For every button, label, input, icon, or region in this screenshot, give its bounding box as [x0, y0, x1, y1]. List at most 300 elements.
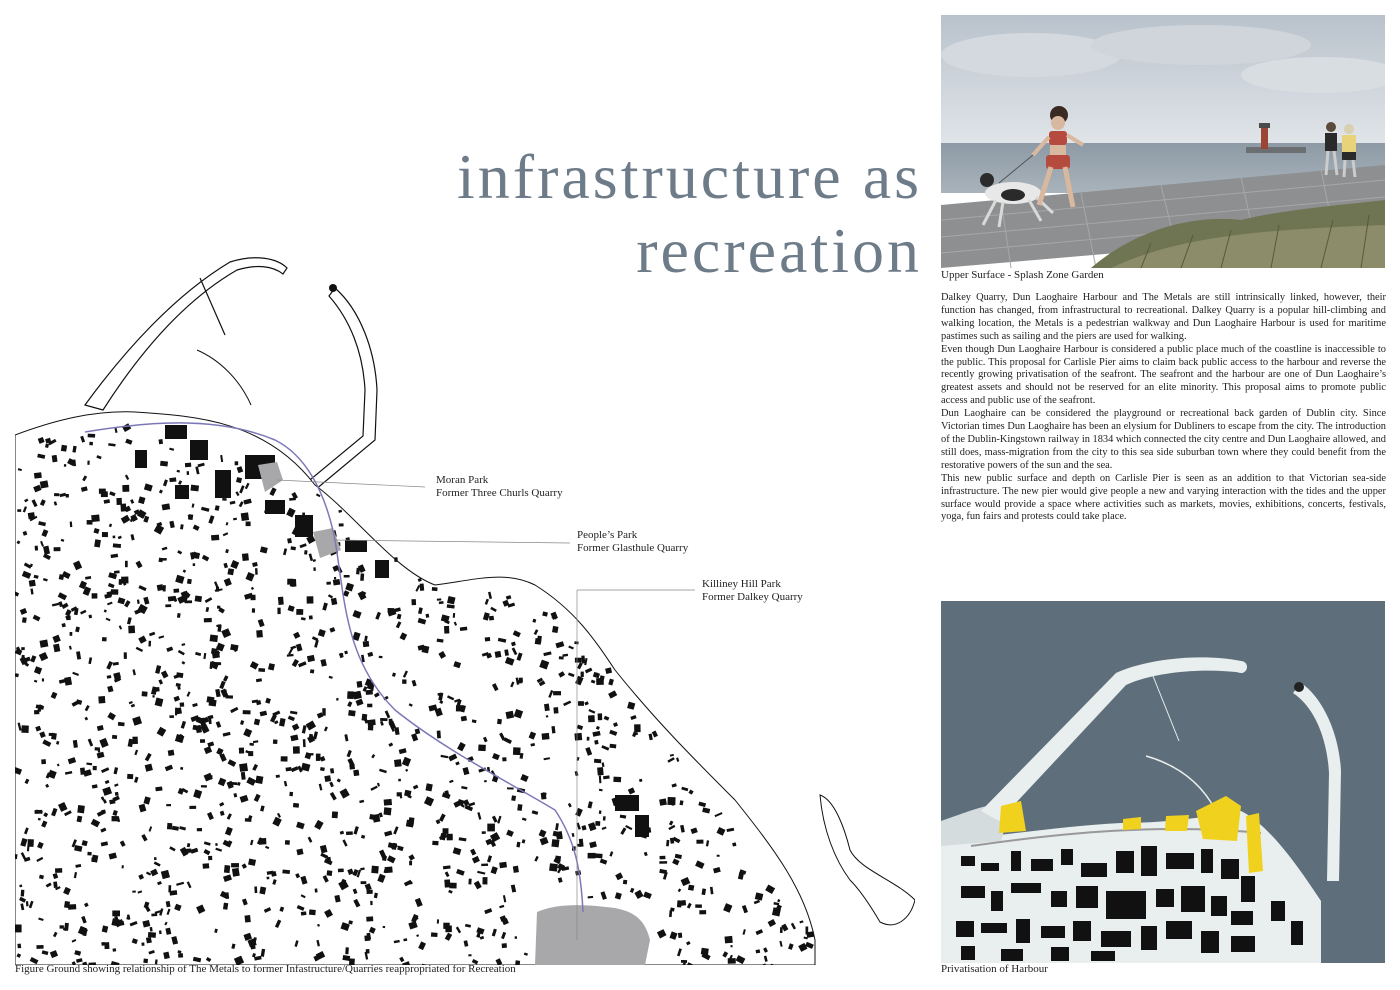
building-footprint [344, 575, 350, 578]
building-footprint [42, 678, 44, 681]
building-footprint [211, 535, 219, 541]
building-footprint [87, 461, 89, 465]
building-footprint [21, 647, 25, 650]
building-footprint [167, 823, 172, 830]
building-footprint [360, 573, 364, 581]
building-footprint [22, 617, 27, 623]
building-footprint [93, 766, 97, 770]
building-footprint [485, 637, 491, 642]
building-footprint [495, 651, 502, 658]
body-text [941, 292, 1386, 524]
building-footprint [544, 704, 550, 712]
building-footprint [553, 691, 561, 695]
building-footprint [193, 563, 195, 566]
building-footprint [148, 641, 151, 647]
building-footprint [599, 810, 602, 814]
building-footprint [303, 739, 306, 747]
building-footprint [385, 866, 393, 873]
building-footprint [389, 719, 393, 725]
building-footprint [232, 868, 240, 877]
building-footprint [95, 747, 101, 751]
building-footprint [217, 606, 220, 609]
building-footprint [289, 792, 293, 796]
building-footprint [135, 450, 147, 468]
building-footprint [327, 870, 333, 876]
building-footprint [98, 750, 100, 752]
building-footprint [187, 579, 192, 584]
building-footprint [252, 608, 255, 612]
building-footprint [478, 745, 486, 752]
building-footprint [188, 514, 193, 520]
building-footprint [165, 604, 171, 607]
building-footprint [91, 858, 95, 862]
building-footprint [166, 804, 171, 806]
building-footprint [231, 863, 239, 867]
building-footprint [594, 740, 598, 745]
building-footprint [587, 737, 590, 741]
building-footprint [35, 546, 39, 551]
building-footprint [104, 942, 109, 949]
building-footprint [363, 641, 370, 647]
building-footprint [555, 856, 561, 863]
dalkey-island [820, 795, 915, 925]
building-footprint [717, 855, 720, 857]
building-footprint [152, 695, 154, 698]
building-footprint [169, 715, 174, 718]
building-footprint [307, 596, 314, 603]
building-footprint [309, 909, 316, 915]
building-footprint [513, 747, 521, 755]
building-footprint [443, 828, 449, 834]
building-footprint [574, 641, 578, 644]
building-footprint [609, 744, 616, 749]
building-footprint [195, 596, 202, 603]
building-footprint [245, 915, 251, 923]
building-footprint [728, 958, 736, 964]
building-footprint [506, 711, 515, 719]
building-footprint [672, 803, 674, 806]
building-footprint [659, 798, 667, 805]
building-footprint [384, 799, 392, 806]
building-footprint [276, 775, 280, 778]
building-footprint [265, 500, 285, 514]
building-footprint [346, 831, 353, 835]
building-footprint [444, 626, 449, 634]
building-footprint [507, 787, 514, 789]
building-footprint [102, 637, 107, 641]
building-footprint [21, 725, 29, 733]
building-footprint [200, 739, 205, 743]
building-footprint [678, 933, 682, 938]
building-footprint [112, 816, 119, 821]
building-footprint [120, 504, 126, 512]
building-footprint [243, 710, 251, 714]
building-footprint [437, 919, 439, 923]
harbour-caption: Privatisation of Harbour [941, 963, 1048, 975]
building-footprint [603, 816, 606, 820]
building-footprint [15, 925, 22, 933]
building-footprint [660, 856, 666, 860]
building-footprint [154, 857, 157, 860]
building-footprint [688, 885, 694, 891]
building-footprint [361, 881, 367, 884]
building-footprint [285, 840, 290, 845]
building-footprint [248, 751, 253, 756]
building-footprint [597, 767, 604, 775]
building-footprint [551, 839, 559, 847]
building-footprint [588, 853, 596, 859]
building-footprint [255, 568, 258, 575]
building-footprint [357, 681, 363, 688]
building-footprint [409, 861, 412, 866]
building-footprint [77, 805, 85, 813]
building-footprint [225, 695, 233, 698]
building-footprint [304, 550, 307, 555]
building-footprint [61, 445, 67, 452]
building-footprint [384, 807, 392, 815]
body-paragraph: This new public surface and depth on Carlisle Pier is seen as an addition to that Victorian sea-side infrastructure. The new pier would give people a new and varying interaction with the tides and the upper surface would provide a space where activities such as markets, movies, exhibitions, concerts, festivals, yoga, fun fairs and protests could take place. [941, 472, 1386, 523]
building-footprint [293, 746, 300, 753]
annotation-peoples-park [577, 529, 688, 554]
splash-zone-photo [941, 15, 1385, 268]
building-footprint [241, 512, 249, 521]
building-footprint [394, 759, 402, 767]
building-footprint [484, 780, 487, 782]
building-footprint [482, 877, 487, 884]
building-footprint [595, 853, 603, 858]
building-footprint [159, 558, 163, 563]
building-footprint [502, 757, 506, 761]
building-footprint [695, 904, 702, 908]
building-footprint [246, 522, 251, 527]
annotation-name: Moran Park [436, 474, 489, 486]
building-footprint [88, 434, 96, 438]
building-footprint [64, 464, 66, 467]
building-footprint [293, 803, 299, 808]
building-footprint [190, 485, 199, 492]
building-footprint [623, 880, 627, 885]
building-footprint [310, 669, 314, 673]
building-footprint [256, 630, 263, 638]
building-footprint [227, 568, 234, 575]
building-footprint [732, 842, 736, 846]
building-footprint [27, 839, 33, 847]
building-footprint [223, 903, 228, 910]
building-footprint [375, 560, 389, 578]
building-footprint [383, 926, 386, 928]
building-footprint [497, 719, 502, 725]
building-footprint [206, 696, 214, 703]
building-footprint [313, 567, 316, 571]
building-footprint [366, 916, 373, 921]
building-footprint [333, 579, 340, 586]
building-footprint [127, 774, 133, 779]
building-footprint [128, 626, 135, 634]
title-line-2: recreation [636, 215, 922, 286]
building-footprint [64, 677, 72, 686]
building-footprint [379, 656, 383, 658]
building-footprint [447, 834, 453, 841]
building-footprint [64, 901, 70, 908]
building-footprint [66, 616, 70, 621]
building-footprint [40, 480, 49, 488]
building-footprint [215, 470, 231, 498]
building-footprint [122, 865, 124, 868]
building-footprint [489, 616, 494, 621]
building-footprint [371, 866, 379, 874]
building-footprint [367, 704, 372, 708]
building-footprint [513, 866, 519, 873]
building-footprint [92, 593, 98, 598]
building-footprint [121, 576, 128, 583]
building-footprint [278, 597, 284, 605]
building-footprint [159, 930, 162, 934]
building-footprint [594, 759, 601, 764]
building-footprint [55, 868, 62, 873]
building-footprint [112, 911, 120, 917]
building-footprint [426, 614, 430, 618]
building-footprint [326, 582, 331, 585]
building-footprint [124, 652, 127, 659]
building-footprint [301, 911, 307, 915]
building-footprint [235, 461, 239, 465]
building-footprint [806, 927, 809, 935]
building-footprint [94, 539, 101, 547]
building-footprint [209, 718, 212, 724]
building-footprint [482, 831, 486, 834]
building-footprint [596, 678, 604, 685]
building-footprint [553, 707, 558, 714]
building-footprint [635, 815, 649, 837]
building-footprint [87, 520, 93, 525]
building-footprint [204, 618, 212, 622]
building-footprint [60, 925, 64, 928]
building-footprint [249, 743, 254, 746]
building-footprint [353, 770, 359, 776]
building-footprint [178, 953, 183, 958]
building-footprint [113, 535, 116, 538]
building-footprint [437, 598, 442, 600]
building-footprint [281, 756, 288, 761]
building-footprint [449, 883, 456, 889]
building-footprint [515, 936, 517, 939]
building-footprint [142, 691, 148, 696]
building-footprint [780, 927, 783, 933]
building-footprint [160, 461, 168, 467]
building-footprint [453, 613, 456, 618]
building-footprint [141, 942, 144, 945]
building-footprint [322, 708, 325, 716]
building-footprint [254, 886, 257, 893]
building-footprint [115, 792, 119, 796]
building-footprint [273, 739, 278, 744]
building-footprint [549, 863, 558, 871]
building-footprint [53, 881, 57, 888]
building-footprint [151, 913, 157, 916]
building-footprint [169, 890, 177, 895]
building-footprint [345, 947, 349, 954]
building-footprint [345, 540, 367, 552]
building-footprint [255, 776, 263, 784]
building-footprint [511, 795, 516, 801]
building-footprint [168, 750, 175, 756]
building-footprint [113, 948, 117, 952]
building-footprint [49, 733, 52, 736]
building-footprint [432, 841, 438, 846]
building-footprint [89, 442, 93, 446]
building-footprint [267, 877, 270, 880]
building-footprint [487, 824, 495, 832]
building-footprint [324, 775, 331, 782]
building-footprint [615, 795, 639, 811]
building-footprint [468, 954, 471, 956]
building-footprint [542, 733, 550, 740]
building-footprint [102, 532, 108, 537]
building-footprint [461, 716, 467, 722]
building-footprint [66, 494, 69, 498]
building-footprint [327, 857, 331, 862]
building-footprint [291, 546, 296, 550]
building-footprint [366, 949, 370, 954]
annotation-name: Killiney Hill Park [702, 578, 781, 590]
building-footprint [309, 615, 313, 619]
building-footprint [519, 678, 523, 683]
east-pier [305, 288, 377, 490]
building-footprint [118, 722, 125, 726]
body-paragraph: Even though Dun Laoghaire Harbour is considered a public place much of the coastline is inaccessible to the public. This proposal for Carlisle Pier aims to claim back public access to the harbour and reverse the recently growing privatisation of the seafront. The seafront and the harbour are one of Dun Laoghaire’s greatest assets and should not be reserved for an elite minority. This proposal aims to promote public access and public use of the seafront. [941, 343, 1386, 407]
building-footprint [370, 901, 372, 905]
building-footprint [431, 932, 438, 937]
figure-ground-caption: Figure Ground showing relationship of The Metals to former Infastructure/Quarries reappropriated for Recreation [15, 963, 516, 975]
building-footprint [353, 691, 362, 700]
building-footprint [157, 584, 164, 591]
building-footprint [91, 515, 100, 522]
building-footprint [299, 609, 302, 612]
building-footprint [190, 440, 208, 460]
building-footprint [239, 763, 248, 772]
building-footprint [420, 583, 425, 590]
building-footprint [696, 840, 703, 844]
building-footprint [89, 615, 93, 619]
building-footprint [201, 785, 207, 788]
building-footprint [17, 509, 21, 512]
building-footprint [348, 710, 356, 716]
building-footprint [575, 658, 582, 663]
building-footprint [468, 879, 471, 885]
building-footprint [146, 937, 152, 943]
building-footprint [159, 439, 164, 444]
building-footprint [187, 471, 189, 475]
building-footprint [437, 731, 441, 739]
building-footprint [535, 638, 542, 645]
building-footprint [34, 472, 42, 478]
building-footprint [224, 865, 230, 873]
building-footprint [315, 888, 318, 892]
building-footprint [338, 869, 344, 873]
building-footprint [398, 779, 401, 782]
building-footprint [99, 489, 106, 494]
annotation-name: People’s Park [577, 529, 638, 541]
building-footprint [29, 580, 36, 587]
building-footprint [173, 589, 179, 593]
building-footprint [367, 719, 375, 725]
building-footprint [40, 640, 49, 648]
building-footprint [339, 523, 344, 526]
building-footprint [517, 804, 522, 811]
west-pier [85, 258, 287, 410]
body-paragraph: Dun Laoghaire can be considered the playground or recreational back garden of Dublin city. Since Victorian times Dun Laoghaire has been an elysium for Dubliners to escape from the city. The introduction of the Dublin-Kingstown railway in 1834 which connected the city centre and Dun Laoghaire allowed, and still does, mass-migration from the city to this sea side suburban town where they could benefit from the restorative powers of the sun and the sea. [941, 408, 1386, 471]
building-footprint [107, 675, 112, 678]
building-footprint [176, 707, 182, 714]
building-footprint [54, 547, 61, 551]
building-footprint [148, 932, 156, 938]
building-footprint [380, 718, 387, 721]
building-footprint [175, 485, 189, 499]
building-footprint [282, 870, 290, 875]
building-footprint [216, 587, 219, 592]
building-footprint [98, 696, 105, 703]
annotation-former: Former Dalkey Quarry [702, 590, 803, 603]
building-footprint [443, 923, 449, 929]
building-footprint [481, 863, 488, 866]
building-footprint [502, 943, 507, 948]
building-footprint [70, 632, 73, 636]
building-footprint [681, 960, 687, 963]
building-footprint [36, 945, 43, 949]
building-footprint [214, 662, 221, 665]
building-footprint [125, 561, 128, 567]
building-footprint [185, 463, 191, 468]
building-footprint [316, 754, 321, 761]
building-footprint [28, 512, 35, 519]
building-footprint [101, 942, 105, 946]
building-footprint [258, 668, 265, 672]
building-footprint [126, 917, 130, 920]
building-footprint [239, 748, 244, 754]
building-footprint [189, 806, 196, 809]
building-footprint [210, 635, 218, 643]
building-footprint [725, 936, 733, 943]
building-footprint [595, 821, 600, 826]
building-footprint [408, 817, 414, 826]
photo-caption: Upper Surface - Splash Zone Garden [941, 269, 1104, 281]
building-footprint [232, 782, 238, 785]
building-footprint [411, 599, 416, 605]
building-footprint [402, 679, 406, 683]
building-footprint [87, 852, 91, 856]
building-footprint [362, 714, 368, 721]
building-footprint [54, 493, 59, 496]
building-footprint [41, 759, 46, 764]
building-footprint [35, 810, 43, 814]
building-footprint [659, 861, 667, 864]
annotation-former: Former Glasthule Quarry [577, 541, 689, 554]
building-footprint [309, 753, 314, 756]
building-footprint [197, 828, 202, 831]
building-footprint [578, 701, 584, 706]
building-footprint [165, 425, 187, 439]
building-footprint [574, 733, 582, 741]
building-footprint [432, 587, 438, 591]
building-footprint [112, 735, 117, 739]
building-footprint [203, 863, 210, 869]
building-footprint [292, 579, 297, 587]
building-footprint [334, 577, 336, 579]
building-footprint [478, 931, 481, 938]
building-footprint [168, 596, 176, 602]
building-footprint [155, 687, 160, 692]
building-footprint [330, 768, 334, 773]
